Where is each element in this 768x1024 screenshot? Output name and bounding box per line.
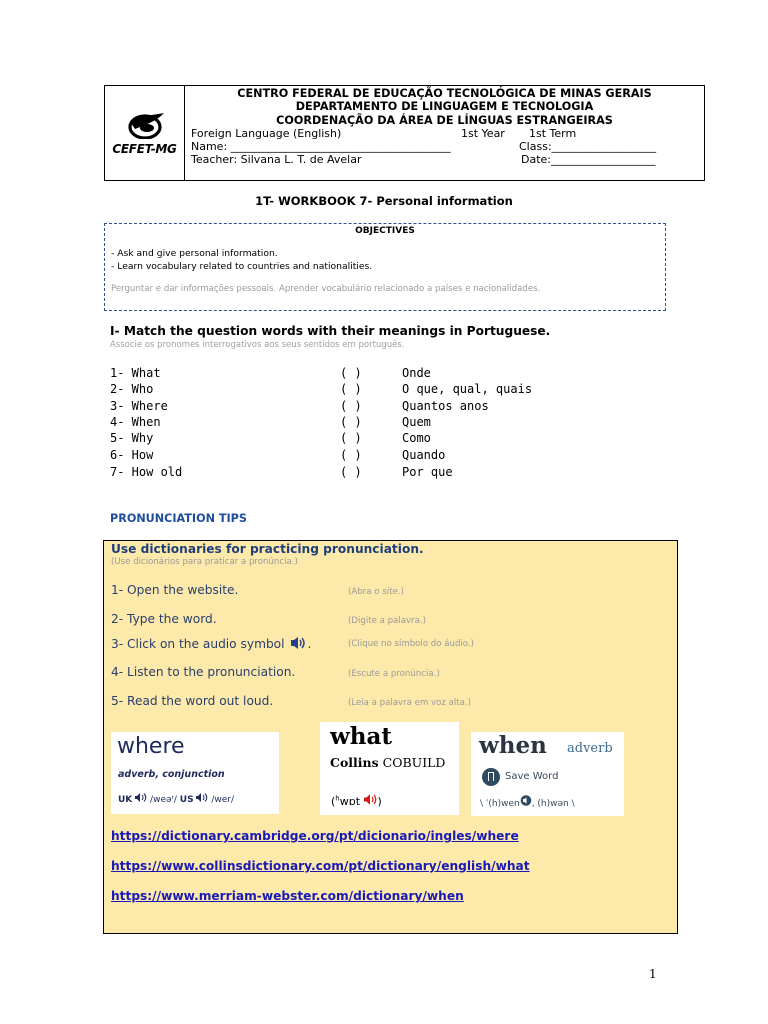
answer-blank: ( ) (340, 382, 362, 396)
pronunciation-box (103, 540, 678, 934)
answer-blank: ( ) (340, 465, 362, 479)
question-word: 7- How old (110, 465, 183, 479)
header-table (104, 85, 705, 181)
collins-card (320, 722, 459, 815)
meaning: O que, qual, quais (402, 382, 533, 396)
merriam-link[interactable]: https://www.merriam-webster.com/dictionary/when (111, 889, 464, 903)
step-4-pt: (Escute a pronúncia.) (348, 669, 440, 679)
merriam-card (471, 732, 624, 816)
match-row (110, 465, 670, 481)
objective-item: - Ask and give personal information. (111, 248, 278, 259)
question-word: 6- How (110, 448, 154, 462)
answer-blank: ( ) (340, 415, 362, 429)
match-row (110, 431, 670, 447)
collins-ipa: ($^h$wɒt ) (331, 794, 382, 808)
step-5: 5- Read the word out loud. (111, 694, 274, 708)
department-line: DEPARTAMENTO DE LINGUAGEM E TECNOLOGIA (295, 100, 594, 114)
question-word: 5- Why (110, 431, 154, 445)
match-row (110, 415, 670, 431)
collins-word: what (330, 723, 393, 750)
date-field: Date:___________________ (521, 152, 656, 166)
section1-title: I- Match the question words with their meanings in Portuguese. (110, 324, 551, 338)
year-label: 1st Year (461, 126, 505, 140)
logo-text: CEFET-MG (112, 141, 177, 156)
institution-line: CENTRO FEDERAL DE EDUCAÇÃO TECNOLÓGICA DE MINAS GERAIS (237, 87, 652, 100)
cambridge-pron (118, 793, 234, 805)
page-number: 1 (649, 967, 657, 981)
match-row (110, 399, 670, 415)
pronunciation-tips-heading: PRONUNCIATION TIPS (110, 512, 247, 525)
collins-brand: Collins COBUILD (330, 755, 446, 770)
match-row (110, 382, 670, 398)
objectives-box (104, 223, 666, 311)
cefet-logo-icon (123, 111, 167, 139)
step-2: 2- Type the word. (111, 612, 217, 626)
objectives-portuguese: Perguntar e dar informações pessoais. Aprender vocabulário relacionado a países e nacionalidades. (111, 284, 541, 294)
save-word-label: Save Word (505, 771, 559, 782)
match-row (110, 448, 670, 464)
header-info (185, 86, 704, 180)
merriam-audio-icon (520, 795, 532, 806)
pronunciation-box-subtitle: (Use dicionários para praticar a pronúncia.) (111, 557, 298, 567)
cambridge-word: where (117, 734, 185, 759)
us-audio-icon (196, 793, 208, 802)
meaning: Quem (402, 415, 431, 429)
cambridge-card (111, 732, 279, 814)
term-label: 1st Term (529, 126, 577, 140)
workbook-title: 1T- WORKBOOK 7- Personal information (255, 194, 513, 208)
save-word-icon (482, 768, 500, 786)
cambridge-link[interactable]: https://dictionary.cambridge.org/pt/dicionario/ingles/where (111, 829, 519, 843)
answer-blank: ( ) (340, 431, 362, 445)
answer-blank: ( ) (340, 399, 362, 413)
logo-cell (105, 86, 185, 180)
question-word: 1- What (110, 366, 161, 380)
merriam-word: when (479, 732, 547, 759)
step-4: 4- Listen to the pronunciation. (111, 665, 296, 679)
step-1: 1- Open the website. (111, 583, 239, 597)
step-5-pt: (Leia a palavra em voz alta.) (348, 698, 472, 708)
merriam-pos: adverb (567, 741, 613, 756)
section1-subtitle: Associe os pronomes interrogativos aos seus sentidos em português. (110, 340, 405, 350)
meaning: Por que (402, 465, 453, 479)
objectives-title: OBJECTIVES (355, 226, 415, 236)
step-2-pt: (Digite a palavra.) (348, 616, 426, 626)
answer-blank: ( ) (340, 448, 362, 462)
step-3-pt: (Clique no símbolo do áudio.) (348, 639, 475, 649)
meaning: Quando (402, 448, 446, 462)
collins-link[interactable]: https://www.collinsdictionary.com/pt/dictionary/english/what (111, 859, 530, 873)
uk-label: UK (118, 795, 133, 805)
class-field: Class:___________________ (519, 139, 657, 153)
us-ipa: /wer/ (211, 795, 234, 805)
coordination-line: COORDENAÇÃO DA ÁREA DE LÍNGUAS ESTRANGEIRAS (276, 113, 613, 127)
meaning: Como (402, 431, 431, 445)
audio-speaker-icon (289, 635, 307, 651)
answer-blank: ( ) (340, 366, 362, 380)
question-word: 3- Where (110, 399, 168, 413)
meaning: Onde (402, 366, 431, 380)
us-label: US (179, 795, 194, 805)
objective-item: - Learn vocabulary related to countries and nationalities. (111, 261, 373, 272)
cambridge-pos: adverb, conjunction (118, 769, 225, 780)
collins-audio-icon (364, 794, 378, 805)
merriam-ipa: \ ˈ(h)wen , (h)wən \ (480, 795, 575, 809)
match-row (110, 366, 670, 382)
name-field: Name: ________________________________________ (191, 139, 451, 153)
meaning: Quantos anos (402, 399, 489, 413)
teacher-label: Teacher: Silvana L. T. de Avelar (191, 152, 362, 166)
question-word: 2- Who (110, 382, 154, 396)
uk-audio-icon (135, 793, 147, 802)
step-3: 3- Click on the audio symbol . (111, 637, 312, 651)
question-word: 4- When (110, 415, 161, 429)
step-1-pt: (Abra o site.) (348, 587, 404, 597)
pronunciation-box-title: Use dictionaries for practicing pronunciation. (111, 542, 424, 556)
course-label: Foreign Language (English) (191, 126, 342, 140)
uk-ipa: /weəʳ/ (150, 795, 177, 805)
